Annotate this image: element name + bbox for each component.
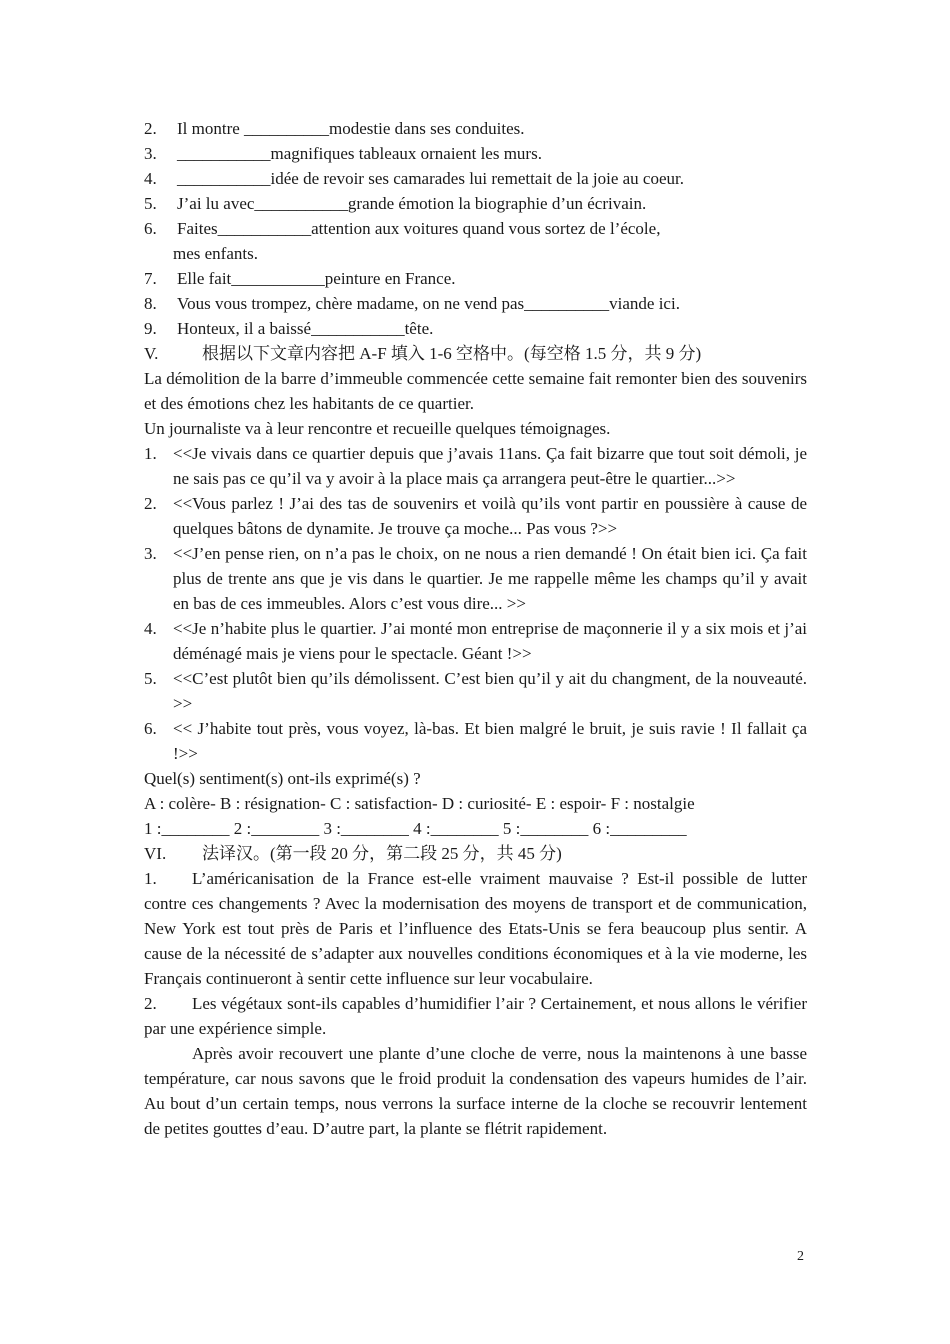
list-item: 4. ___________idée de revoir ses camarades lui remettait de la joie au coeur. (144, 169, 684, 188)
list-item: 6. Faites___________attention aux voitures quand vous sortez de l’école, (144, 219, 661, 238)
list-item-continuation: mes enfants. (173, 244, 258, 263)
list-item: 5. J’ai lu avec___________grande émotion la biographie d’un écrivain. (144, 194, 647, 213)
list-item: 5. <<C’est plutôt bien qu’ils démolissent. C’est bien qu’il y ait du changment, de la nouveauté. >> (144, 669, 807, 713)
list-item: 9. Honteux, il a baissé___________tête. (144, 319, 434, 338)
paragraph: Après avoir recouvert une plante d’une cloche de verre, nous la maintenons à une basse température, car nous savons que le froid produit la condensation des vapeurs humides de l’air. Au bout d’un certain temps, nous verrons la surface interne de la cloche se recouvrir lentement de petites gouttes d’eau. D’autre part, la plante se flétrit rapidement. (144, 1044, 807, 1138)
list-item: 2. <<Vous parlez ! J’ai des tas de souvenirs et voilà qu’ils vont partir en poussière à cause de quelques bâtons de dynamite. Je trouve ça moche... Pas vous ?>> (144, 494, 807, 538)
list-item: 1. <<Je vivais dans ce quartier depuis que j’avais 11ans. Ça fait bizarre que tout soit démoli, je ne sais pas ce qu’il va y avoir à la place mais ça arrangera peut-être le quartier...>> (144, 444, 807, 488)
fill-in-list (144, 116, 807, 341)
list-item: 4. <<Je n’habite plus le quartier. J’ai monté mon entreprise de maçonnerie il y a six mois et j’ai déménagé mais je viens pour le spectacle. Géant !>> (144, 619, 807, 663)
translation-paragraph-1: 1. L’américanisation de la France est-elle vraiment mauvaise ? Est-il possible de lutter contre ces changements ? Avec la modernisation des moyens de transport et de communication, New York est tout près de Paris et l’influence des Etats-Unis se fera beaucoup plus sentir. A cause de la nécessité de s’adapter aux nouvelles conditions économiques et à la vie moderne, les Français continueront à sentir cette influence sur leur vocabulaire. (144, 869, 807, 988)
page-number: 2 (797, 1249, 804, 1264)
page-content (144, 116, 807, 1141)
answer-blanks: 1 :________ 2 :________ 3 :________ 4 :________ 5 :________ 6 :_________ (144, 819, 687, 838)
paragraph: Un journaliste va à leur rencontre et recueille quelques témoignages. (144, 419, 611, 438)
question: Quel(s) sentiment(s) ont-ils exprimé(s) ? (144, 769, 421, 788)
section-heading: V. 根据以下文章内容把 A-F 填入 1-6 空格中。(每空格 1.5 分，共 9 分) (144, 344, 702, 363)
list-item: 3. ___________magnifiques tableaux ornaient les murs. (144, 144, 542, 163)
testimony-list (144, 441, 807, 766)
list-item: 6. << J’habite tout près, vous voyez, là-bas. Et bien malgré le bruit, je suis ravie ! Il fallait ça !>> (144, 719, 807, 763)
translation-paragraph-2: 2. Les végétaux sont-ils capables d’humidifier l’air ? Certainement, et nous allons le vérifier par une expérience simple. (144, 994, 807, 1038)
section-heading: VI. 法译汉。(第一段 20 分，第二段 25 分，共 45 分) (144, 844, 562, 863)
list-item: 2. Il montre __________modestie dans ses conduites. (144, 119, 525, 138)
answer-options: A : colère- B : résignation- C : satisfaction- D : curiosité- E : espoir- F : nostalgie (144, 794, 695, 813)
list-item: 8. Vous vous trompez, chère madame, on ne vend pas__________viande ici. (144, 294, 680, 313)
paragraph: La démolition de la barre d’immeuble commencée cette semaine fait remonter bien des souvenirs et des émotions chez les habitants de ce quartier. (144, 369, 807, 413)
list-item: 3. <<J’en pense rien, on n’a pas le choix, on ne nous a rien demandé ! On était bien ici. Ça fait plus de trente ans que je vis dans le quartier. Je me rappelle même les champs qu’il y avait en bas de ces immeubles. Alors c’est vous dire... >> (144, 544, 807, 613)
list-item: 7. Elle fait___________peinture en France. (144, 269, 456, 288)
